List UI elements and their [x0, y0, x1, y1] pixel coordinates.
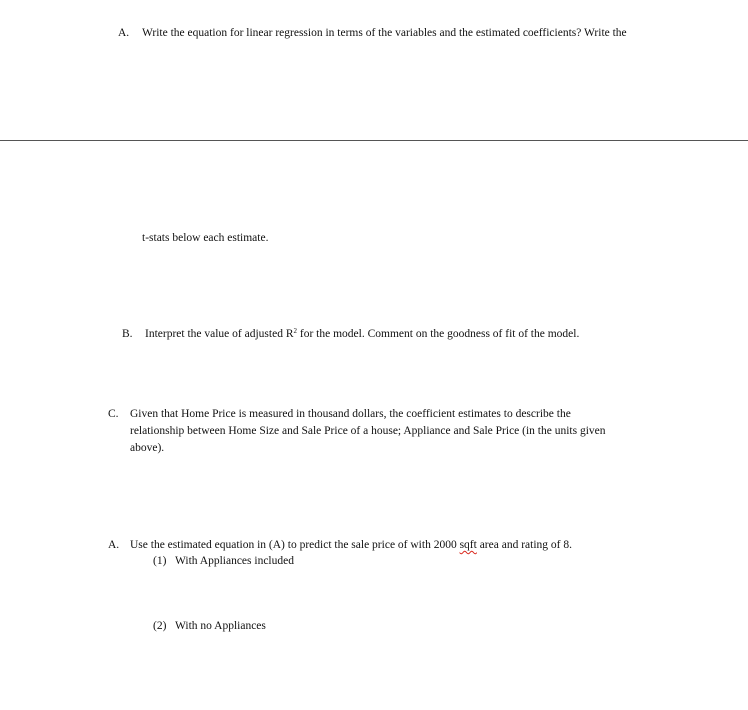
question-c-line-3: above). — [130, 442, 165, 454]
sub-item-2-marker: (2) — [153, 620, 167, 632]
question-d-text — [130, 537, 572, 553]
question-b-text-after: for the model. Comment on the goodness of fit of the model. — [297, 328, 580, 340]
question-d-text-before: Use the estimated equation in (A) to predict the sale price of with 2000 — [130, 539, 460, 551]
question-d-flagged-word[interactable]: sqft — [459, 539, 477, 551]
question-b-text — [145, 326, 579, 342]
question-d-text-after: area and rating of 8. — [476, 539, 572, 551]
sub-item-1-marker: (1) — [153, 555, 167, 567]
page-divider — [0, 140, 748, 141]
question-c-line-1: Given that Home Price is measured in thousand dollars, the coefficient estimates to describe the — [130, 408, 571, 420]
sub-item-1-label: With Appliances included — [175, 555, 294, 567]
question-a-text-line1: Write the equation for linear regression in terms of the variables and the estimated coefficients? Write the — [142, 27, 627, 39]
question-c-line-2: relationship between Home Size and Sale Price of a house; Appliance and Sale Price (in the units given — [130, 425, 606, 437]
question-a-marker: A. — [118, 27, 130, 39]
question-b-text-before: Interpret the value of adjusted R — [145, 328, 294, 340]
question-c-marker: C. — [108, 408, 119, 420]
question-b-marker: B. — [122, 328, 133, 340]
question-d-marker: A. — [108, 539, 120, 551]
question-a-text-line2: t-stats below each estimate. — [142, 232, 269, 244]
question-b-superscript: 2 — [293, 327, 297, 335]
sub-item-2-label: With no Appliances — [175, 620, 266, 632]
